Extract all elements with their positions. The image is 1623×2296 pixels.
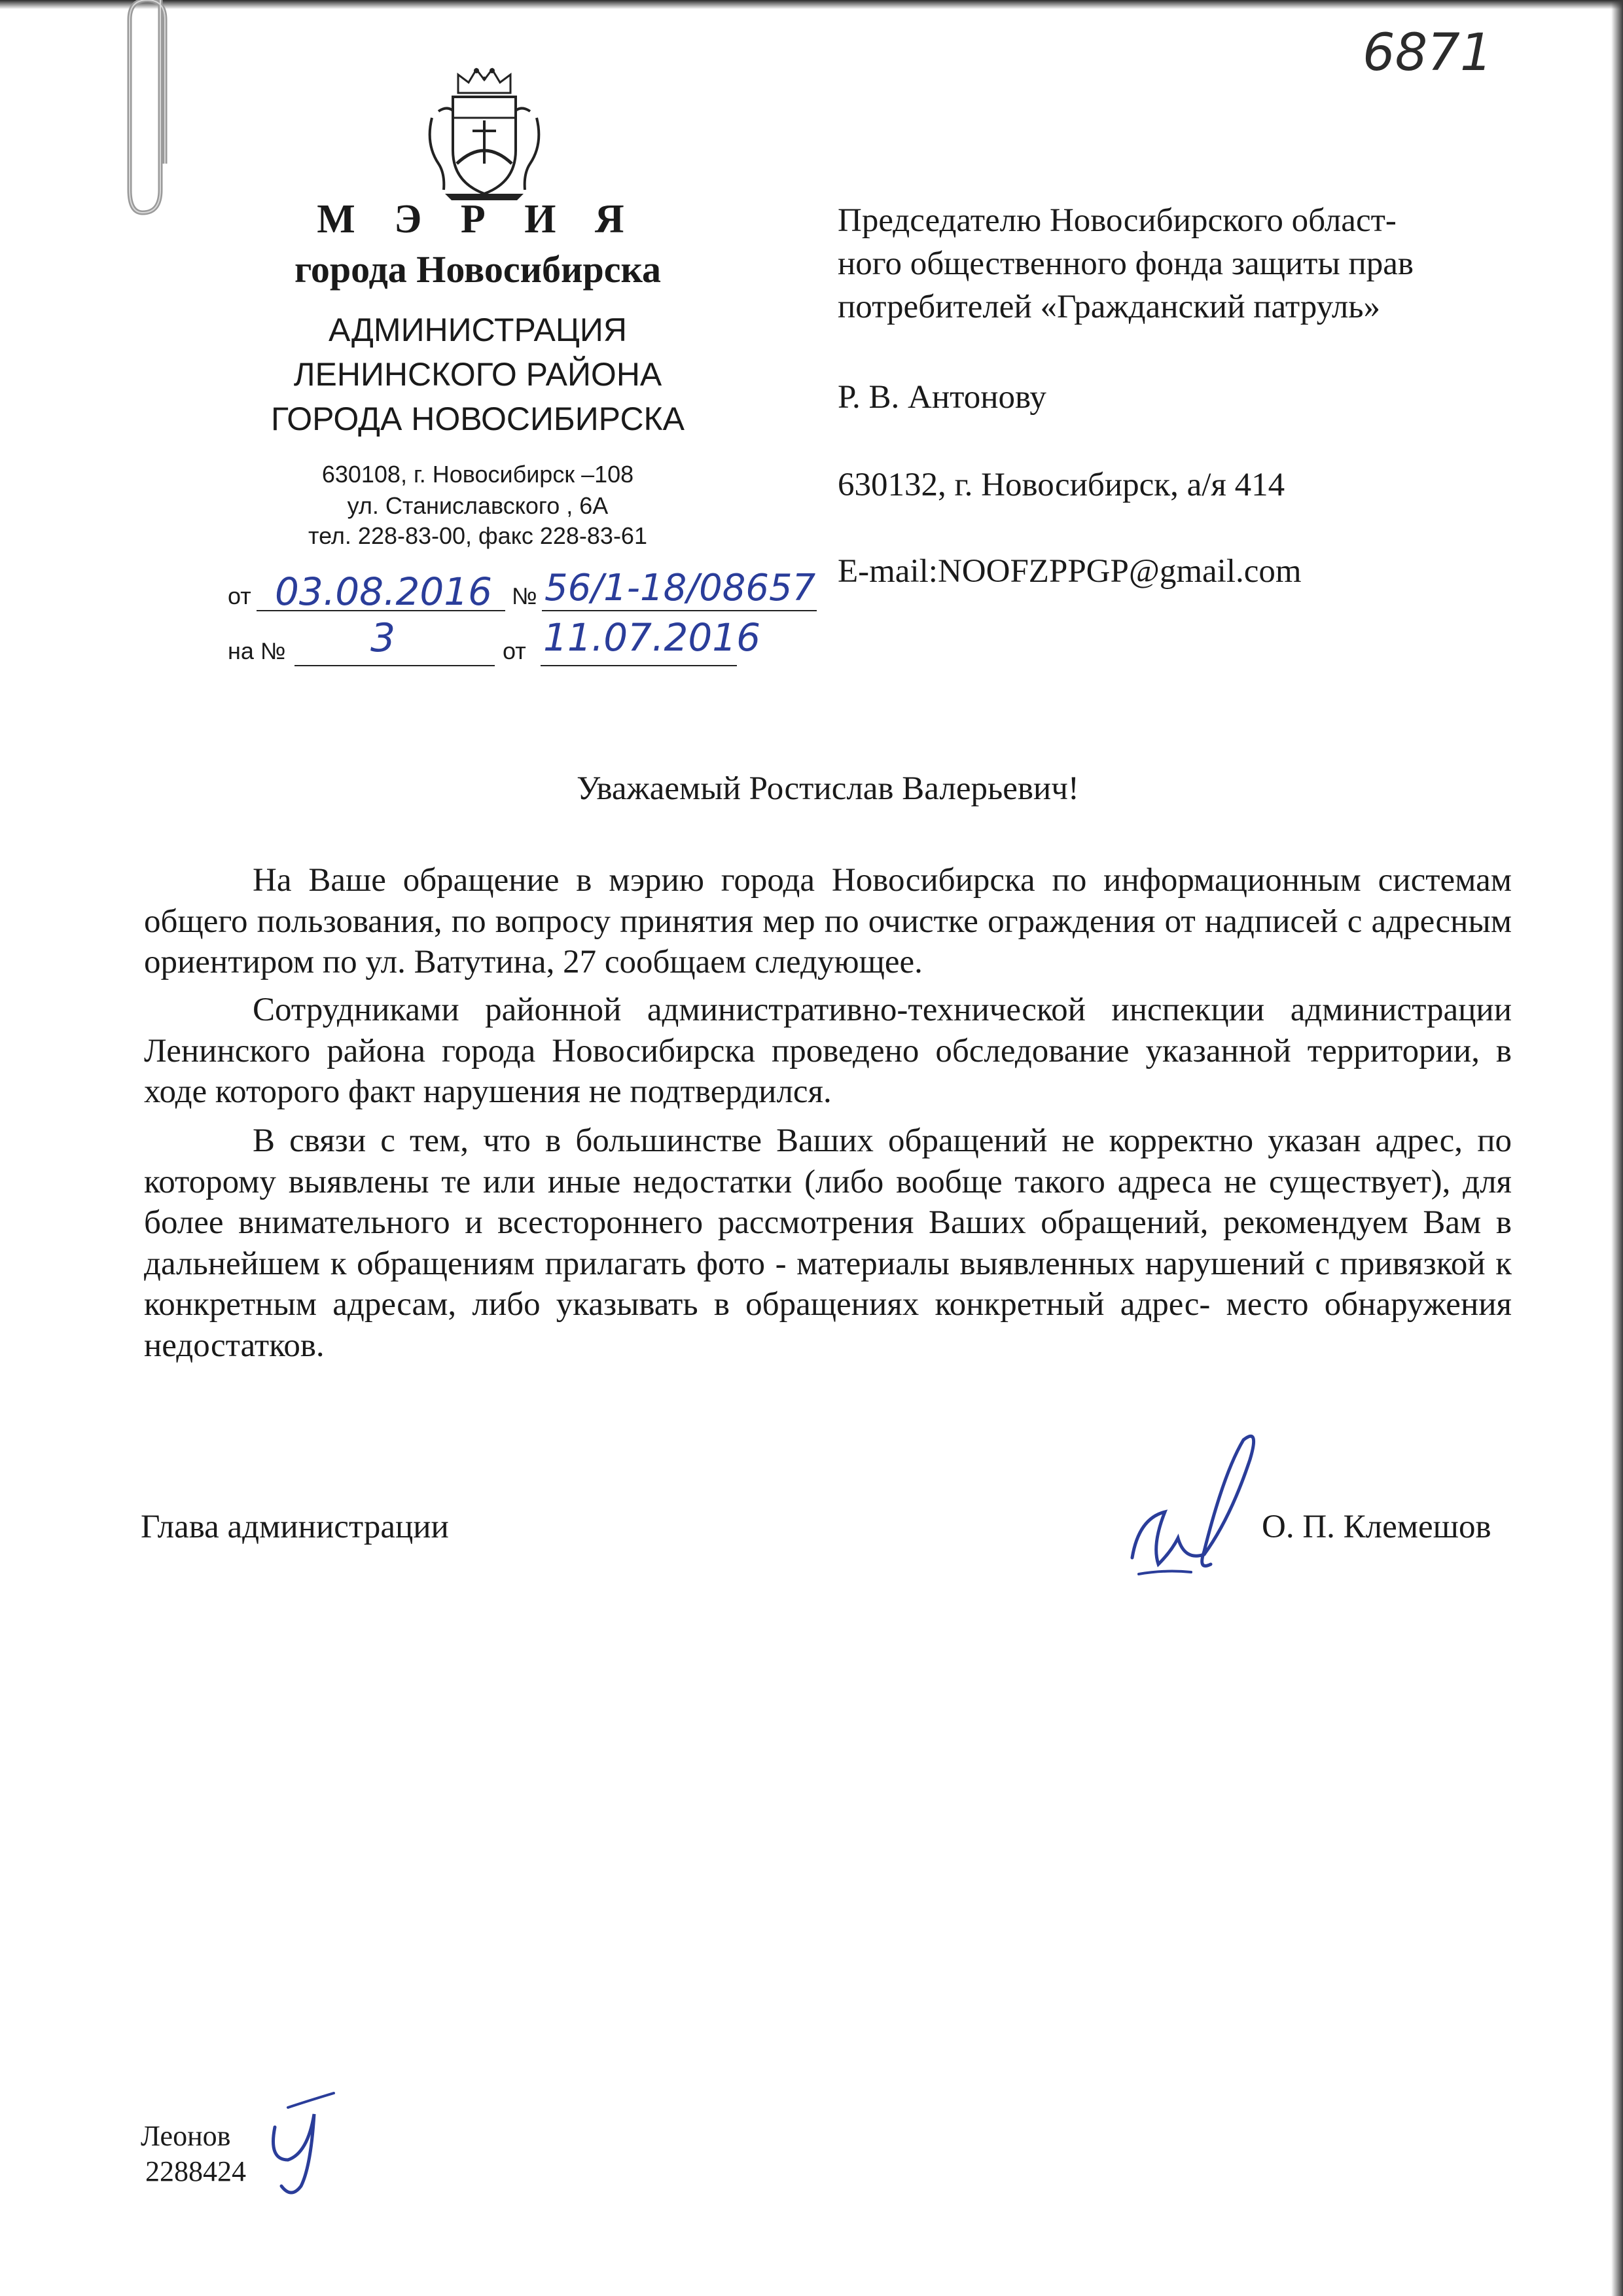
- addressee-email: E-mail:NOOFZPPGP@gmail.com: [838, 553, 1302, 590]
- executor-name: Леонов: [141, 2120, 231, 2152]
- body-paragraph-2: Сотрудниками районной административно-технической инспекции администрации Ленинского района города Новосибирска проведено обследование указанной территории, в ходе которого факт нарушения не подтвердился.: [144, 992, 1512, 1110]
- corner-incoming-number: 6871: [1363, 24, 1493, 82]
- reg-number: 56/1-18/08657: [544, 567, 816, 609]
- executor-initial-signature: [262, 2088, 353, 2199]
- handwritten-signature: [1113, 1420, 1283, 1590]
- administration-line-2: ЛЕНИНСКОГО РАЙОНА: [293, 356, 662, 393]
- addressee-line-2: ного общественного фонда защиты прав: [838, 245, 1414, 282]
- addressee-block: [838, 199, 1512, 329]
- paper-clip-icon: [124, 0, 196, 229]
- reg-from-label: от: [228, 583, 251, 609]
- city-coat-of-arms-icon: [419, 65, 550, 203]
- reference-number-label: на №: [228, 637, 286, 664]
- reference-from-label: от: [503, 637, 526, 664]
- scan-edge-right: [1611, 0, 1623, 2296]
- reference-number: 3: [370, 615, 396, 661]
- reference-date: 11.07.2016: [543, 615, 761, 660]
- administration-street-address: ул. Станиславского , 6А: [347, 492, 609, 519]
- signatory-name: О. П. Клемешов: [1262, 1509, 1491, 1545]
- executor-phone: 2288424: [145, 2155, 246, 2187]
- addressee-name: Р. В. Антонову: [838, 379, 1046, 416]
- salutation: Уважаемый Ростислав Валерьевич!: [577, 770, 1079, 807]
- scan-edge-top: [0, 0, 1623, 9]
- administration-postal-address: 630108, г. Новосибирск –108: [321, 461, 634, 488]
- body-paragraph-3: В связи с тем, что в большинстве Ваших обращений не корректно указан адрес, по которому выявлены те или иные недостатки (либо вообще такого адреса не существует), для более внимательного и всестороннего рассмотрения Ваших обращений, рекомендуем Вам в дальнейшем к обращениям прилагать фото - материалы выявленных нарушений с привязкой к конкретным адресам, либо указывать в обращениях конкретный адрес- место обнаружения недостатков.: [144, 1122, 1512, 1364]
- administration-line-3: ГОРОДА НОВОСИБИРСКА: [270, 401, 685, 437]
- reg-from-date: 03.08.2016: [275, 569, 493, 614]
- administration-phone-fax: тел. 228-83-00, факс 228-83-61: [308, 522, 647, 549]
- administration-line-1: АДМИНИСТРАЦИЯ: [329, 312, 627, 348]
- mayor-office-title: М Э Р И Я: [317, 197, 639, 242]
- reg-number-label: №: [512, 583, 537, 609]
- signatory-position: Глава администрации: [141, 1509, 449, 1545]
- addressee-postal-address: 630132, г. Новосибирск, а/я 414: [838, 467, 1285, 503]
- addressee-line-1: Председателю Новосибирского област-: [838, 202, 1397, 239]
- addressee-line-3: потребителей «Гражданский патруль»: [838, 289, 1381, 325]
- mayor-office-city: города Новосибирска: [294, 248, 662, 291]
- body-paragraph-1: На Ваше обращение в мэрию города Новосибирска по информационным системам общего пользования, по вопросу принятия мер по очистке ограждения от надписей с адресным ориентиром по ул. Ватутина, 27 сообщаем следующее.: [144, 862, 1512, 980]
